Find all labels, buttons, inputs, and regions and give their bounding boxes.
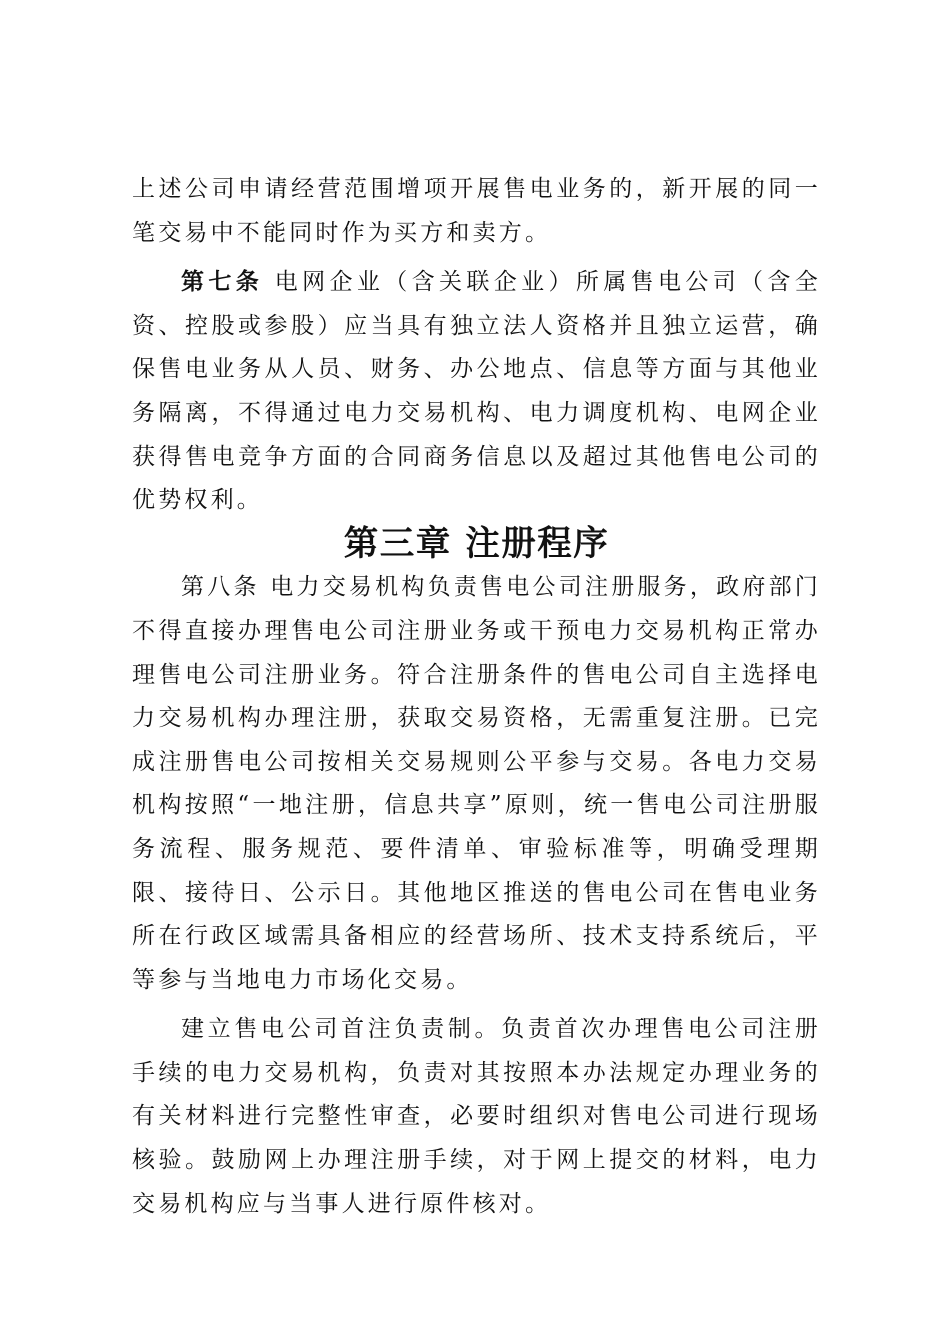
article-7-text: 电网企业（含关联企业）所属售电公司（含全资、控股或参股）应当具有独立法人资格并且独立运营，确保售电业务从人员、财务、办公地点、信息等方面与其他业务隔离，不得通过电力交易机构、电力调度机构、电网企业获得售电竞争方面的合同商务信息以及超过其他售电公司的优势权利。: [132, 269, 821, 514]
paragraph-first-registration: 建立售电公司首注负责制。负责首次办理售电公司注册手续的电力交易机构，负责对其按照本办法规定办理业务的有关材料进行完整性审查，必要时组织对售电公司进行现场核验。鼓励网上办理注册手续，对于网上提交的材料，电力交易机构应与当事人进行原件核对。: [132, 1016, 821, 1217]
article-8-text: 电力交易机构负责售电公司注册服务，政府部门不得直接办理售电公司注册业务或干预电力交易机构正常办理售电公司注册业务。符合注册条件的售电公司自主选择电力交易机构办理注册，获取交易资格，无需重复注册。已完成注册售电公司按相关交易规则公平参与交易。各电力交易机构按照“一地注册，信息共享”原则，统一售电公司注册服务流程、服务规范、要件清单、审验标准等，明确受理期限、接待日、公示日。其他地区推送的售电公司在售电业务所在行政区域需具备相应的经营场所、技术支持系统后，平等参与当地电力市场化交易。: [132, 574, 821, 993]
paragraph-continuation: 上述公司申请经营范围增项开展售电业务的，新开展的同一笔交易中不能同时作为买方和卖方。: [132, 176, 821, 246]
article-8-label: 第八条: [181, 574, 260, 601]
article-7-label: 第七条: [181, 269, 264, 296]
article-7: [132, 261, 821, 523]
chapter-title: 第三章 注册程序: [343, 523, 610, 564]
document-body: [132, 168, 821, 1226]
article-8: [132, 566, 821, 1002]
